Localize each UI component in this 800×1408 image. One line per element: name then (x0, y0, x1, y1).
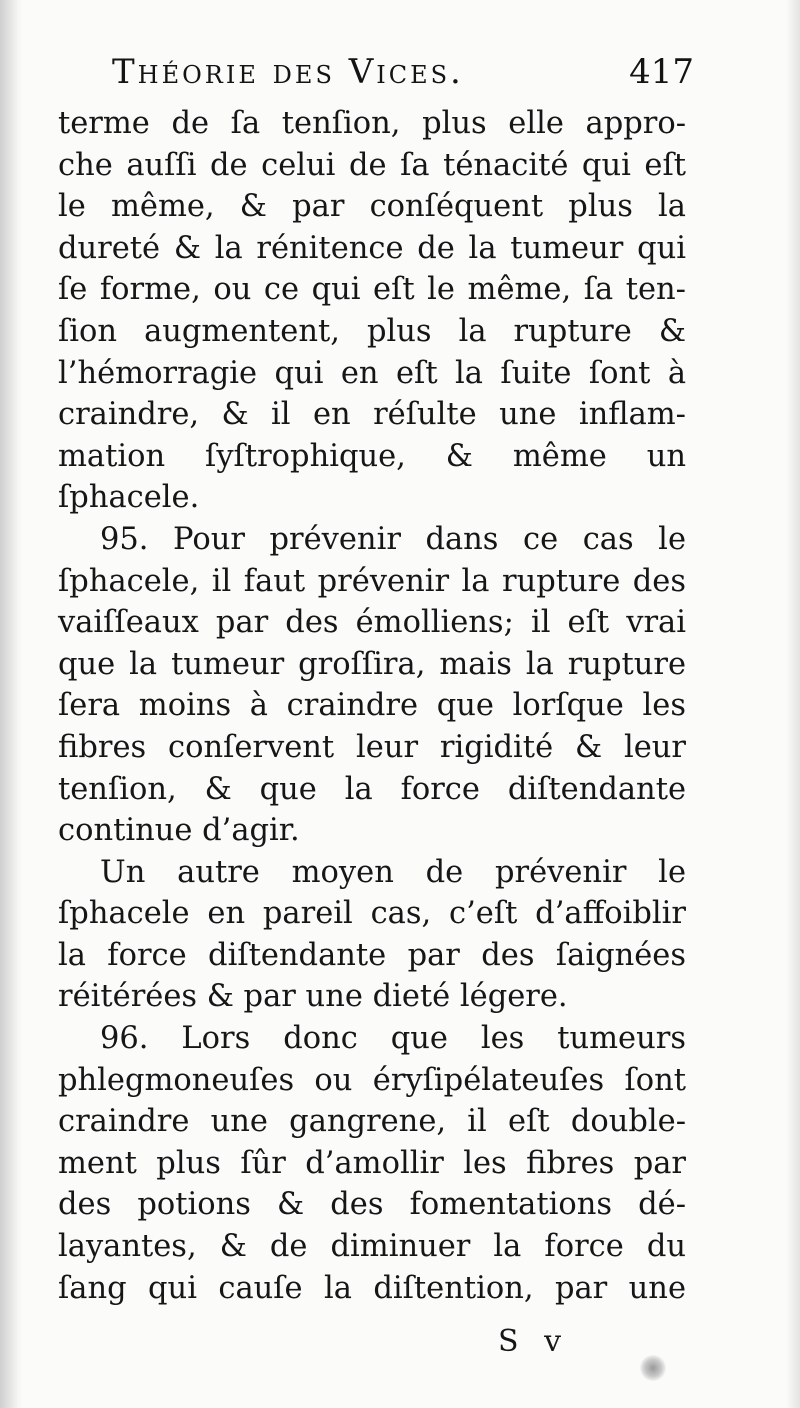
text-line: ſera moins à craindre que lorſque les (58, 688, 686, 724)
text-line: ſphacele en pareil cas, c’eſt d’affoiblir (58, 896, 686, 932)
text-line: fibres conſervent leur rigidité & leur (58, 729, 686, 765)
text-line: ſang qui cauſe la diſtention, par une (58, 1270, 686, 1306)
body-text (58, 103, 686, 1309)
paragraph-96-start: 96. Lors donc que les tumeurs (100, 1021, 686, 1057)
text-line: terme de ſa tenſion, plus elle appro- (58, 106, 686, 141)
text-line: des potions & des fomentations dé- (58, 1187, 686, 1223)
text-line: craindre, & il en réſulte une inflam- (58, 397, 686, 433)
signature-mark: S v (498, 1324, 570, 1359)
text-line: phlegmoneuſes ou éryſipélateuſes ſont (58, 1062, 686, 1098)
text-line: l’hémorragie qui en eſt la ſuite ſont à (58, 355, 686, 391)
text-line: ment plus ſûr d’amollir les fibres par (58, 1145, 686, 1181)
text-line: mation ſyſtrophique, & même un (58, 438, 686, 474)
paragraph-95-start: 95. Pour prévenir dans ce cas le (100, 521, 686, 557)
running-title: Théorie des Vices. (112, 52, 464, 92)
text-line: dureté & la rénitence de la tumeur qui (58, 230, 686, 266)
text-line: tenſion, & que la force diſtendante (58, 771, 686, 807)
text-line: ſion augmentent, plus la rupture & (58, 313, 686, 349)
ink-smudge (640, 1355, 666, 1381)
text-line: vaiſſeaux par des émolliens; il eſt vrai (58, 605, 686, 641)
text-line: la force diſtendante par des ſaignées (58, 937, 686, 973)
text-line: layantes, & de diminuer la force du (58, 1229, 686, 1265)
text-line: che auſſi de celui de ſa ténacité qui eſt (58, 147, 686, 183)
gutter-shadow (0, 0, 22, 1408)
text-line: que la tumeur groſſira, mais la rupture (58, 646, 686, 682)
text-line: réitérées & par une dieté légere. (58, 979, 568, 1015)
text-line: craindre une gangrene, il eſt double- (58, 1104, 686, 1140)
text-line: ſphacele, il faut prévenir la rupture des (58, 563, 686, 599)
page-header (112, 52, 694, 98)
page-number: 417 (629, 52, 694, 92)
text-line: ſe forme, ou ce qui eſt le même, ſa ten- (58, 272, 686, 308)
paragraph-start: Un autre moyen de prévenir le (100, 854, 686, 890)
text-line: ſphacele. (58, 480, 200, 516)
text-line: le même, & par conſéquent plus la (58, 189, 686, 225)
edge-shadow (786, 0, 800, 1408)
text-line: continue d’agir. (58, 813, 300, 849)
